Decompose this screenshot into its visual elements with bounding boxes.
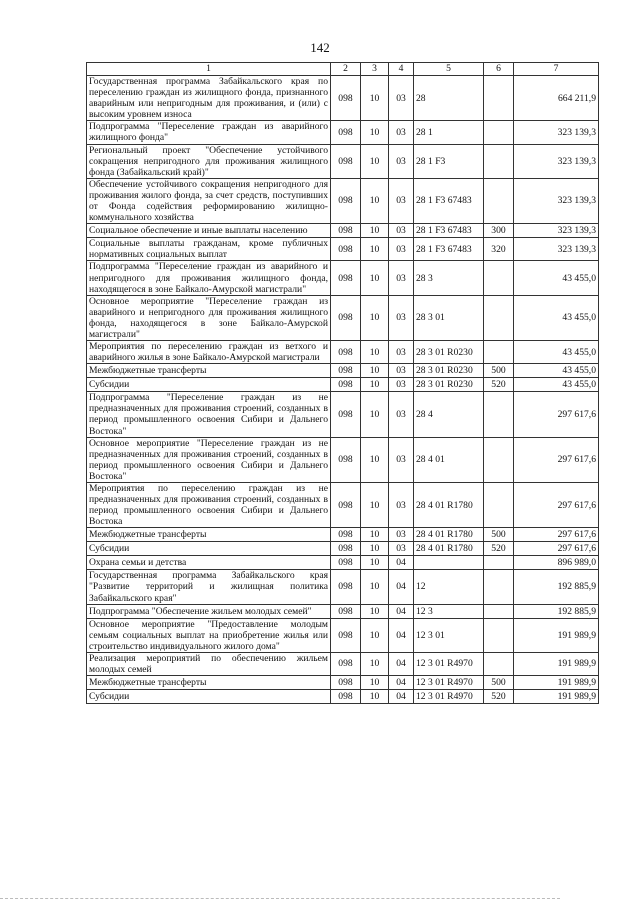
table-body bbox=[87, 76, 599, 704]
subsection-cell: 03 bbox=[389, 542, 414, 556]
column-header: 1 bbox=[87, 63, 331, 76]
amount-cell: 297 617,6 bbox=[514, 437, 599, 482]
section-cell: 10 bbox=[361, 676, 389, 690]
table-row bbox=[87, 378, 599, 392]
section-cell: 10 bbox=[361, 570, 389, 604]
item-name-cell: Обеспечение устойчивого сокращения непригодного для проживания жилого фонда, за счет средств, поступивших от Фонда содействия реформированию жилищно-коммунального хозяйства bbox=[87, 178, 331, 223]
expense-type-cell bbox=[484, 144, 514, 178]
expense-type-cell bbox=[484, 76, 514, 121]
subsection-cell: 04 bbox=[389, 652, 414, 675]
section-cell: 10 bbox=[361, 144, 389, 178]
table-row bbox=[87, 144, 599, 178]
section-cell: 10 bbox=[361, 618, 389, 652]
subsection-cell: 04 bbox=[389, 618, 414, 652]
column-header: 7 bbox=[514, 63, 599, 76]
amount-cell: 323 139,3 bbox=[514, 178, 599, 223]
item-name-cell: Охрана семьи и детства bbox=[87, 556, 331, 570]
section-cell: 10 bbox=[361, 224, 389, 238]
subsection-cell: 04 bbox=[389, 570, 414, 604]
section-cell: 10 bbox=[361, 604, 389, 618]
section-cell: 10 bbox=[361, 261, 389, 295]
admin-code-cell: 098 bbox=[331, 676, 361, 690]
subsection-cell: 03 bbox=[389, 224, 414, 238]
table-row bbox=[87, 676, 599, 690]
section-cell: 10 bbox=[361, 238, 389, 261]
budget-table bbox=[86, 62, 599, 704]
target-article-cell: 28 3 01 R0230 bbox=[414, 364, 484, 378]
admin-code-cell: 098 bbox=[331, 392, 361, 437]
admin-code-cell: 098 bbox=[331, 178, 361, 223]
admin-code-cell: 098 bbox=[331, 261, 361, 295]
expense-type-cell bbox=[484, 392, 514, 437]
section-cell: 10 bbox=[361, 295, 389, 340]
table-row bbox=[87, 528, 599, 542]
subsection-cell: 04 bbox=[389, 690, 414, 704]
admin-code-cell: 098 bbox=[331, 144, 361, 178]
amount-cell: 297 617,6 bbox=[514, 392, 599, 437]
section-cell: 10 bbox=[361, 528, 389, 542]
subsection-cell: 03 bbox=[389, 483, 414, 528]
admin-code-cell: 098 bbox=[331, 76, 361, 121]
amount-cell: 43 455,0 bbox=[514, 261, 599, 295]
amount-cell: 297 617,6 bbox=[514, 528, 599, 542]
target-article-cell: 28 4 01 R1780 bbox=[414, 483, 484, 528]
target-article-cell: 28 4 01 R1780 bbox=[414, 542, 484, 556]
target-article-cell bbox=[414, 556, 484, 570]
admin-code-cell: 098 bbox=[331, 604, 361, 618]
target-article-cell: 28 3 bbox=[414, 261, 484, 295]
item-name-cell: Подпрограмма "Переселение граждан из аварийного жилищного фонда" bbox=[87, 121, 331, 144]
table-row bbox=[87, 652, 599, 675]
amount-cell: 323 139,3 bbox=[514, 144, 599, 178]
amount-cell: 43 455,0 bbox=[514, 378, 599, 392]
target-article-cell: 28 1 F3 67483 bbox=[414, 238, 484, 261]
amount-cell: 323 139,3 bbox=[514, 121, 599, 144]
subsection-cell: 04 bbox=[389, 604, 414, 618]
page-number: 142 bbox=[310, 40, 330, 55]
admin-code-cell: 098 bbox=[331, 690, 361, 704]
column-number-row bbox=[87, 63, 599, 76]
expense-type-cell bbox=[484, 604, 514, 618]
target-article-cell: 12 3 bbox=[414, 604, 484, 618]
subsection-cell: 03 bbox=[389, 341, 414, 364]
section-cell: 10 bbox=[361, 556, 389, 570]
expense-type-cell: 500 bbox=[484, 528, 514, 542]
table-row bbox=[87, 392, 599, 437]
column-header: 6 bbox=[484, 63, 514, 76]
admin-code-cell: 098 bbox=[331, 528, 361, 542]
item-name-cell: Мероприятия по переселению граждан из не предназначенных для проживания строений, созданных в период промышленного освоения Сибири и Дальнего Востока bbox=[87, 483, 331, 528]
target-article-cell: 28 1 bbox=[414, 121, 484, 144]
item-name-cell: Подпрограмма "Обеспечение жильем молодых семей" bbox=[87, 604, 331, 618]
expense-type-cell bbox=[484, 483, 514, 528]
amount-cell: 896 989,0 bbox=[514, 556, 599, 570]
target-article-cell: 28 4 01 bbox=[414, 437, 484, 482]
section-cell: 10 bbox=[361, 437, 389, 482]
admin-code-cell: 098 bbox=[331, 618, 361, 652]
item-name-cell: Межбюджетные трансферты bbox=[87, 364, 331, 378]
admin-code-cell: 098 bbox=[331, 364, 361, 378]
section-cell: 10 bbox=[361, 392, 389, 437]
scan-edge-line bbox=[0, 898, 560, 899]
table-row bbox=[87, 178, 599, 223]
amount-cell: 43 455,0 bbox=[514, 341, 599, 364]
admin-code-cell: 098 bbox=[331, 570, 361, 604]
target-article-cell: 28 3 01 R0230 bbox=[414, 341, 484, 364]
column-header: 2 bbox=[331, 63, 361, 76]
table-row bbox=[87, 690, 599, 704]
subsection-cell: 03 bbox=[389, 378, 414, 392]
amount-cell: 192 885,9 bbox=[514, 570, 599, 604]
admin-code-cell: 098 bbox=[331, 652, 361, 675]
expense-type-cell bbox=[484, 178, 514, 223]
item-name-cell: Социальное обеспечение и иные выплаты населению bbox=[87, 224, 331, 238]
target-article-cell: 12 bbox=[414, 570, 484, 604]
target-article-cell: 28 1 F3 67483 bbox=[414, 224, 484, 238]
expense-type-cell: 520 bbox=[484, 542, 514, 556]
target-article-cell: 12 3 01 R4970 bbox=[414, 652, 484, 675]
target-article-cell: 28 4 01 R1780 bbox=[414, 528, 484, 542]
section-cell: 10 bbox=[361, 690, 389, 704]
expense-type-cell bbox=[484, 570, 514, 604]
table-row bbox=[87, 437, 599, 482]
admin-code-cell: 098 bbox=[331, 378, 361, 392]
target-article-cell: 28 4 bbox=[414, 392, 484, 437]
amount-cell: 323 139,3 bbox=[514, 224, 599, 238]
admin-code-cell: 098 bbox=[331, 437, 361, 482]
item-name-cell: Региональный проект "Обеспечение устойчивого сокращения непригодного для проживания жилищного фонда (Забайкальский край)" bbox=[87, 144, 331, 178]
expense-type-cell bbox=[484, 556, 514, 570]
table-row bbox=[87, 76, 599, 121]
amount-cell: 323 139,3 bbox=[514, 238, 599, 261]
subsection-cell: 03 bbox=[389, 295, 414, 340]
expense-type-cell bbox=[484, 652, 514, 675]
subsection-cell: 03 bbox=[389, 144, 414, 178]
amount-cell: 191 989,9 bbox=[514, 676, 599, 690]
target-article-cell: 12 3 01 bbox=[414, 618, 484, 652]
subsection-cell: 03 bbox=[389, 178, 414, 223]
subsection-cell: 04 bbox=[389, 556, 414, 570]
table-row bbox=[87, 542, 599, 556]
table-row bbox=[87, 483, 599, 528]
amount-cell: 297 617,6 bbox=[514, 483, 599, 528]
item-name-cell: Реализация мероприятий по обеспечению жильем молодых семей bbox=[87, 652, 331, 675]
item-name-cell: Основное мероприятие "Предоставление молодым семьям социальных выплат на приобретение жилья или строительство индивидуального жилого дома" bbox=[87, 618, 331, 652]
column-header: 3 bbox=[361, 63, 389, 76]
table-row bbox=[87, 570, 599, 604]
subsection-cell: 03 bbox=[389, 392, 414, 437]
item-name-cell: Мероприятия по переселению граждан из ветхого и аварийного жилья в зоне Байкало-Амурской магистрали bbox=[87, 341, 331, 364]
expense-type-cell bbox=[484, 261, 514, 295]
expense-type-cell bbox=[484, 295, 514, 340]
section-cell: 10 bbox=[361, 341, 389, 364]
expense-type-cell bbox=[484, 618, 514, 652]
expense-type-cell: 300 bbox=[484, 224, 514, 238]
section-cell: 10 bbox=[361, 378, 389, 392]
table-row bbox=[87, 295, 599, 340]
amount-cell: 43 455,0 bbox=[514, 364, 599, 378]
table-row bbox=[87, 121, 599, 144]
expense-type-cell bbox=[484, 341, 514, 364]
item-name-cell: Межбюджетные трансферты bbox=[87, 528, 331, 542]
subsection-cell: 03 bbox=[389, 121, 414, 144]
subsection-cell: 03 bbox=[389, 238, 414, 261]
table-row bbox=[87, 556, 599, 570]
admin-code-cell: 098 bbox=[331, 483, 361, 528]
subsection-cell: 04 bbox=[389, 676, 414, 690]
admin-code-cell: 098 bbox=[331, 121, 361, 144]
amount-cell: 191 989,9 bbox=[514, 618, 599, 652]
expense-type-cell bbox=[484, 437, 514, 482]
item-name-cell: Субсидии bbox=[87, 690, 331, 704]
table-row bbox=[87, 341, 599, 364]
amount-cell: 191 989,9 bbox=[514, 690, 599, 704]
column-header: 5 bbox=[414, 63, 484, 76]
section-cell: 10 bbox=[361, 652, 389, 675]
admin-code-cell: 098 bbox=[331, 224, 361, 238]
column-header: 4 bbox=[389, 63, 414, 76]
target-article-cell: 12 3 01 R4970 bbox=[414, 690, 484, 704]
table-row bbox=[87, 604, 599, 618]
target-article-cell: 28 bbox=[414, 76, 484, 121]
subsection-cell: 03 bbox=[389, 437, 414, 482]
amount-cell: 297 617,6 bbox=[514, 542, 599, 556]
expense-type-cell bbox=[484, 121, 514, 144]
expense-type-cell: 500 bbox=[484, 364, 514, 378]
amount-cell: 192 885,9 bbox=[514, 604, 599, 618]
table-row bbox=[87, 261, 599, 295]
expense-type-cell: 320 bbox=[484, 238, 514, 261]
expense-type-cell: 520 bbox=[484, 378, 514, 392]
section-cell: 10 bbox=[361, 76, 389, 121]
section-cell: 10 bbox=[361, 178, 389, 223]
expense-type-cell: 500 bbox=[484, 676, 514, 690]
amount-cell: 191 989,9 bbox=[514, 652, 599, 675]
subsection-cell: 03 bbox=[389, 528, 414, 542]
admin-code-cell: 098 bbox=[331, 542, 361, 556]
item-name-cell: Основное мероприятие "Переселение граждан из не предназначенных для проживания строений, созданных в период промышленного освоения Сибири и Дальнего Востока" bbox=[87, 437, 331, 482]
target-article-cell: 28 3 01 R0230 bbox=[414, 378, 484, 392]
expense-type-cell: 520 bbox=[484, 690, 514, 704]
table-row bbox=[87, 618, 599, 652]
subsection-cell: 03 bbox=[389, 76, 414, 121]
table-row bbox=[87, 224, 599, 238]
amount-cell: 664 211,9 bbox=[514, 76, 599, 121]
admin-code-cell: 098 bbox=[331, 295, 361, 340]
item-name-cell: Основное мероприятие "Переселение граждан из аварийного и непригодного для проживания жилищного фонда, находящегося в зоне Байкало-Амурской магистрали" bbox=[87, 295, 331, 340]
subsection-cell: 03 bbox=[389, 261, 414, 295]
section-cell: 10 bbox=[361, 121, 389, 144]
item-name-cell: Подпрограмма "Переселение граждан из аварийного и непригодного для проживания жилищного фонда, находящегося в зоне Байкало-Амурской магистрали" bbox=[87, 261, 331, 295]
section-cell: 10 bbox=[361, 364, 389, 378]
target-article-cell: 12 3 01 R4970 bbox=[414, 676, 484, 690]
target-article-cell: 28 1 F3 67483 bbox=[414, 178, 484, 223]
item-name-cell: Субсидии bbox=[87, 542, 331, 556]
admin-code-cell: 098 bbox=[331, 341, 361, 364]
target-article-cell: 28 3 01 bbox=[414, 295, 484, 340]
target-article-cell: 28 1 F3 bbox=[414, 144, 484, 178]
item-name-cell: Государственная программа Забайкальского края "Развитие территорий и жилищная политика Забайкальского края" bbox=[87, 570, 331, 604]
item-name-cell: Подпрограмма "Переселение граждан из не предназначенных для проживания строений, созданных в период промышленного освоения Сибири и Дальнего Востока" bbox=[87, 392, 331, 437]
item-name-cell: Субсидии bbox=[87, 378, 331, 392]
admin-code-cell: 098 bbox=[331, 556, 361, 570]
admin-code-cell: 098 bbox=[331, 238, 361, 261]
item-name-cell: Социальные выплаты гражданам, кроме публичных нормативных социальных выплат bbox=[87, 238, 331, 261]
amount-cell: 43 455,0 bbox=[514, 295, 599, 340]
subsection-cell: 03 bbox=[389, 364, 414, 378]
table-row bbox=[87, 364, 599, 378]
item-name-cell: Государственная программа Забайкальского края по переселению граждан из жилищного фонда, признанного аварийным или непригодным для проживания, и (или) с высоким уровнем износа bbox=[87, 76, 331, 121]
item-name-cell: Межбюджетные трансферты bbox=[87, 676, 331, 690]
section-cell: 10 bbox=[361, 542, 389, 556]
section-cell: 10 bbox=[361, 483, 389, 528]
table-row bbox=[87, 238, 599, 261]
